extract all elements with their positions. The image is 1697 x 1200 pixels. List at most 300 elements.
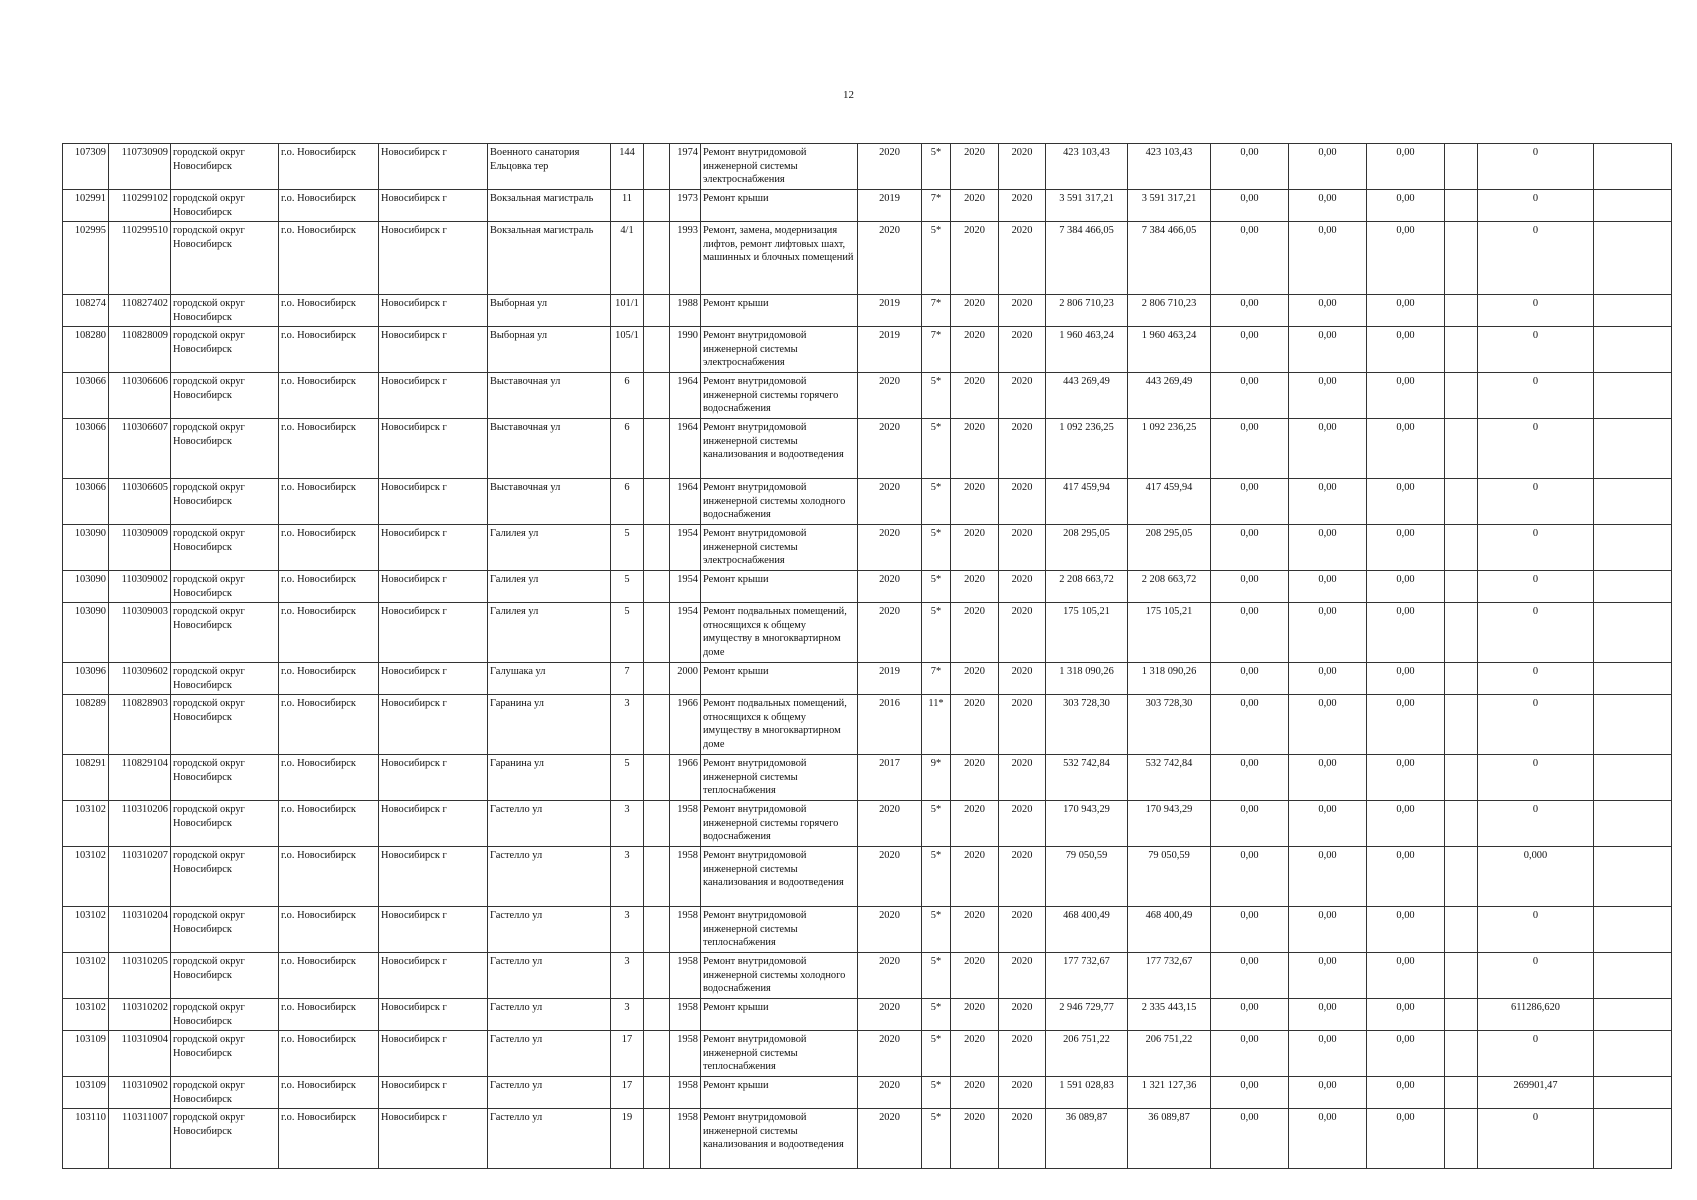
year-b-cell: 2020 xyxy=(999,222,1046,295)
cost-fund-cell: 36 089,87 xyxy=(1128,1109,1211,1169)
street-cell: Гастелло ул xyxy=(488,1031,611,1077)
year-b-cell: 2020 xyxy=(999,295,1046,327)
street-cell: Гастелло ул xyxy=(488,847,611,907)
house-number-cell: 3 xyxy=(611,695,644,755)
city-cell: Новосибирск г xyxy=(379,1031,488,1077)
value-1-cell: 0,00 xyxy=(1211,295,1289,327)
period-cell: 5* xyxy=(922,419,951,479)
period-cell: 5* xyxy=(922,847,951,907)
value-1-cell: 0,00 xyxy=(1211,847,1289,907)
year-built-cell: 1964 xyxy=(670,373,701,419)
year-b-cell: 2020 xyxy=(999,571,1046,603)
municipality-cell: г.о. Новосибирск xyxy=(279,1031,379,1077)
municipality-cell: г.о. Новосибирск xyxy=(279,1109,379,1169)
plan-year-cell: 2020 xyxy=(858,1109,922,1169)
value-3-cell: 0,00 xyxy=(1367,999,1445,1031)
value-6-cell xyxy=(1594,144,1672,190)
year-b-cell: 2020 xyxy=(999,144,1046,190)
street-cell: Выставочная ул xyxy=(488,373,611,419)
row-id-cell: 103109 xyxy=(63,1077,109,1109)
city-cell: Новосибирск г xyxy=(379,222,488,295)
value-3-cell: 0,00 xyxy=(1367,479,1445,525)
period-cell: 5* xyxy=(922,144,951,190)
city-cell: Новосибирск г xyxy=(379,373,488,419)
year-a-cell: 2020 xyxy=(951,999,999,1031)
value-3-cell: 0,00 xyxy=(1367,373,1445,419)
plan-year-cell: 2020 xyxy=(858,801,922,847)
year-a-cell: 2020 xyxy=(951,1077,999,1109)
value-2-cell: 0,00 xyxy=(1289,479,1367,525)
year-b-cell: 2020 xyxy=(999,1031,1046,1077)
code-cell: 110299102 xyxy=(109,190,171,222)
street-cell: Гастелло ул xyxy=(488,801,611,847)
value-4-cell xyxy=(1445,327,1478,373)
year-a-cell: 2020 xyxy=(951,695,999,755)
plan-year-cell: 2020 xyxy=(858,1077,922,1109)
row-id-cell: 103110 xyxy=(63,1109,109,1169)
value-6-cell xyxy=(1594,663,1672,695)
year-a-cell: 2020 xyxy=(951,190,999,222)
value-6-cell xyxy=(1594,479,1672,525)
year-built-cell: 1954 xyxy=(670,571,701,603)
value-5-cell: 269901,47 xyxy=(1478,1077,1594,1109)
value-1-cell: 0,00 xyxy=(1211,373,1289,419)
period-cell: 5* xyxy=(922,999,951,1031)
municipality-cell: г.о. Новосибирск xyxy=(279,907,379,953)
cost-total-cell: 303 728,30 xyxy=(1046,695,1128,755)
plan-year-cell: 2019 xyxy=(858,190,922,222)
year-b-cell: 2020 xyxy=(999,1077,1046,1109)
value-2-cell: 0,00 xyxy=(1289,695,1367,755)
value-4-cell xyxy=(1445,190,1478,222)
value-1-cell: 0,00 xyxy=(1211,663,1289,695)
work-type-cell: Ремонт внутридомовой инженерной системы электроснабжения xyxy=(701,144,858,190)
cost-total-cell: 532 742,84 xyxy=(1046,755,1128,801)
code-cell: 110310206 xyxy=(109,801,171,847)
cost-total-cell: 79 050,59 xyxy=(1046,847,1128,907)
cost-total-cell: 36 089,87 xyxy=(1046,1109,1128,1169)
cost-fund-cell: 468 400,49 xyxy=(1128,907,1211,953)
period-cell: 5* xyxy=(922,525,951,571)
city-cell: Новосибирск г xyxy=(379,327,488,373)
city-cell: Новосибирск г xyxy=(379,1109,488,1169)
district-cell: городской округ Новосибирск xyxy=(171,907,279,953)
year-b-cell: 2020 xyxy=(999,373,1046,419)
year-a-cell: 2020 xyxy=(951,327,999,373)
municipality-cell: г.о. Новосибирск xyxy=(279,999,379,1031)
cost-total-cell: 468 400,49 xyxy=(1046,907,1128,953)
code-cell: 110299510 xyxy=(109,222,171,295)
street-cell: Гастелло ул xyxy=(488,907,611,953)
value-4-cell xyxy=(1445,222,1478,295)
municipality-cell: г.о. Новосибирск xyxy=(279,525,379,571)
work-type-cell: Ремонт внутридомовой инженерной системы горячего водоснабжения xyxy=(701,373,858,419)
value-5-cell: 0 xyxy=(1478,1109,1594,1169)
year-a-cell: 2020 xyxy=(951,419,999,479)
municipality-cell: г.о. Новосибирск xyxy=(279,144,379,190)
value-4-cell xyxy=(1445,999,1478,1031)
value-2-cell: 0,00 xyxy=(1289,190,1367,222)
value-6-cell xyxy=(1594,907,1672,953)
year-built-cell: 1954 xyxy=(670,525,701,571)
municipality-cell: г.о. Новосибирск xyxy=(279,1077,379,1109)
work-type-cell: Ремонт крыши xyxy=(701,663,858,695)
capital-repair-table xyxy=(62,143,1672,1169)
year-built-cell: 1958 xyxy=(670,953,701,999)
table-row xyxy=(63,525,1672,571)
district-cell: городской округ Новосибирск xyxy=(171,603,279,663)
cost-fund-cell: 79 050,59 xyxy=(1128,847,1211,907)
district-cell: городской округ Новосибирск xyxy=(171,801,279,847)
year-a-cell: 2020 xyxy=(951,1109,999,1169)
cost-total-cell: 1 960 463,24 xyxy=(1046,327,1128,373)
value-4-cell xyxy=(1445,525,1478,571)
row-id-cell: 108291 xyxy=(63,755,109,801)
district-cell: городской округ Новосибирск xyxy=(171,479,279,525)
value-1-cell: 0,00 xyxy=(1211,1077,1289,1109)
table-row xyxy=(63,801,1672,847)
value-1-cell: 0,00 xyxy=(1211,695,1289,755)
city-cell: Новосибирск г xyxy=(379,801,488,847)
street-cell: Гаранина ул xyxy=(488,755,611,801)
letter-cell xyxy=(644,222,670,295)
row-id-cell: 103102 xyxy=(63,953,109,999)
period-cell: 5* xyxy=(922,953,951,999)
value-3-cell: 0,00 xyxy=(1367,847,1445,907)
table-row xyxy=(63,1031,1672,1077)
row-id-cell: 103096 xyxy=(63,663,109,695)
value-5-cell: 0 xyxy=(1478,907,1594,953)
code-cell: 110730909 xyxy=(109,144,171,190)
code-cell: 110310202 xyxy=(109,999,171,1031)
value-4-cell xyxy=(1445,373,1478,419)
value-4-cell xyxy=(1445,295,1478,327)
street-cell: Галилея ул xyxy=(488,571,611,603)
row-id-cell: 108280 xyxy=(63,327,109,373)
value-5-cell: 0 xyxy=(1478,663,1594,695)
value-2-cell: 0,00 xyxy=(1289,663,1367,695)
value-6-cell xyxy=(1594,525,1672,571)
district-cell: городской округ Новосибирск xyxy=(171,695,279,755)
plan-year-cell: 2016 xyxy=(858,695,922,755)
work-type-cell: Ремонт внутридомовой инженерной системы холодного водоснабжения xyxy=(701,953,858,999)
municipality-cell: г.о. Новосибирск xyxy=(279,222,379,295)
value-2-cell: 0,00 xyxy=(1289,295,1367,327)
work-type-cell: Ремонт внутридомовой инженерной системы канализования и водоотведения xyxy=(701,419,858,479)
street-cell: Вокзальная магистраль xyxy=(488,190,611,222)
table-row xyxy=(63,419,1672,479)
cost-fund-cell: 1 092 236,25 xyxy=(1128,419,1211,479)
value-6-cell xyxy=(1594,847,1672,907)
house-number-cell: 3 xyxy=(611,801,644,847)
value-4-cell xyxy=(1445,419,1478,479)
year-built-cell: 1958 xyxy=(670,1031,701,1077)
street-cell: Выборная ул xyxy=(488,327,611,373)
row-id-cell: 103066 xyxy=(63,373,109,419)
cost-total-cell: 1 591 028,83 xyxy=(1046,1077,1128,1109)
year-a-cell: 2020 xyxy=(951,755,999,801)
table-row xyxy=(63,222,1672,295)
value-3-cell: 0,00 xyxy=(1367,144,1445,190)
value-6-cell xyxy=(1594,695,1672,755)
value-6-cell xyxy=(1594,801,1672,847)
code-cell: 110311007 xyxy=(109,1109,171,1169)
cost-fund-cell: 177 732,67 xyxy=(1128,953,1211,999)
letter-cell xyxy=(644,525,670,571)
cost-fund-cell: 7 384 466,05 xyxy=(1128,222,1211,295)
cost-total-cell: 2 946 729,77 xyxy=(1046,999,1128,1031)
plan-year-cell: 2020 xyxy=(858,1031,922,1077)
row-id-cell: 108289 xyxy=(63,695,109,755)
year-a-cell: 2020 xyxy=(951,907,999,953)
district-cell: городской округ Новосибирск xyxy=(171,190,279,222)
cost-total-cell: 2 208 663,72 xyxy=(1046,571,1128,603)
row-id-cell: 103102 xyxy=(63,907,109,953)
value-2-cell: 0,00 xyxy=(1289,222,1367,295)
value-1-cell: 0,00 xyxy=(1211,603,1289,663)
value-2-cell: 0,00 xyxy=(1289,907,1367,953)
cost-total-cell: 177 732,67 xyxy=(1046,953,1128,999)
value-5-cell: 0 xyxy=(1478,1031,1594,1077)
house-number-cell: 3 xyxy=(611,999,644,1031)
house-number-cell: 105/1 xyxy=(611,327,644,373)
year-built-cell: 2000 xyxy=(670,663,701,695)
year-built-cell: 1958 xyxy=(670,907,701,953)
municipality-cell: г.о. Новосибирск xyxy=(279,801,379,847)
value-6-cell xyxy=(1594,603,1672,663)
district-cell: городской округ Новосибирск xyxy=(171,1109,279,1169)
letter-cell xyxy=(644,801,670,847)
street-cell: Выставочная ул xyxy=(488,479,611,525)
municipality-cell: г.о. Новосибирск xyxy=(279,847,379,907)
city-cell: Новосибирск г xyxy=(379,907,488,953)
period-cell: 11* xyxy=(922,695,951,755)
value-3-cell: 0,00 xyxy=(1367,603,1445,663)
district-cell: городской округ Новосибирск xyxy=(171,847,279,907)
year-b-cell: 2020 xyxy=(999,755,1046,801)
value-2-cell: 0,00 xyxy=(1289,1077,1367,1109)
value-5-cell: 611286,620 xyxy=(1478,999,1594,1031)
plan-year-cell: 2020 xyxy=(858,953,922,999)
value-1-cell: 0,00 xyxy=(1211,953,1289,999)
year-a-cell: 2020 xyxy=(951,847,999,907)
cost-fund-cell: 206 751,22 xyxy=(1128,1031,1211,1077)
plan-year-cell: 2020 xyxy=(858,847,922,907)
city-cell: Новосибирск г xyxy=(379,190,488,222)
district-cell: городской округ Новосибирск xyxy=(171,1077,279,1109)
value-4-cell xyxy=(1445,695,1478,755)
value-6-cell xyxy=(1594,571,1672,603)
year-built-cell: 1990 xyxy=(670,327,701,373)
plan-year-cell: 2020 xyxy=(858,144,922,190)
year-b-cell: 2020 xyxy=(999,907,1046,953)
value-4-cell xyxy=(1445,907,1478,953)
value-5-cell: 0 xyxy=(1478,571,1594,603)
period-cell: 7* xyxy=(922,327,951,373)
year-b-cell: 2020 xyxy=(999,1109,1046,1169)
year-a-cell: 2020 xyxy=(951,373,999,419)
value-6-cell xyxy=(1594,755,1672,801)
value-3-cell: 0,00 xyxy=(1367,295,1445,327)
value-3-cell: 0,00 xyxy=(1367,663,1445,695)
value-2-cell: 0,00 xyxy=(1289,373,1367,419)
value-4-cell xyxy=(1445,953,1478,999)
district-cell: городской округ Новосибирск xyxy=(171,327,279,373)
municipality-cell: г.о. Новосибирск xyxy=(279,373,379,419)
value-5-cell: 0 xyxy=(1478,327,1594,373)
house-number-cell: 6 xyxy=(611,373,644,419)
table-row xyxy=(63,1077,1672,1109)
street-cell: Выставочная ул xyxy=(488,419,611,479)
value-2-cell: 0,00 xyxy=(1289,144,1367,190)
municipality-cell: г.о. Новосибирск xyxy=(279,663,379,695)
year-b-cell: 2020 xyxy=(999,999,1046,1031)
value-5-cell: 0 xyxy=(1478,222,1594,295)
work-type-cell: Ремонт крыши xyxy=(701,999,858,1031)
work-type-cell: Ремонт подвальных помещений, относящихся к общему имуществу в многоквартирном доме xyxy=(701,695,858,755)
year-built-cell: 1966 xyxy=(670,755,701,801)
cost-fund-cell: 417 459,94 xyxy=(1128,479,1211,525)
city-cell: Новосибирск г xyxy=(379,479,488,525)
table-row xyxy=(63,571,1672,603)
period-cell: 5* xyxy=(922,373,951,419)
row-id-cell: 103102 xyxy=(63,999,109,1031)
value-6-cell xyxy=(1594,419,1672,479)
year-b-cell: 2020 xyxy=(999,419,1046,479)
year-built-cell: 1964 xyxy=(670,419,701,479)
code-cell: 110306607 xyxy=(109,419,171,479)
value-6-cell xyxy=(1594,327,1672,373)
year-a-cell: 2020 xyxy=(951,222,999,295)
plan-year-cell: 2019 xyxy=(858,327,922,373)
value-6-cell xyxy=(1594,295,1672,327)
value-6-cell xyxy=(1594,373,1672,419)
year-a-cell: 2020 xyxy=(951,295,999,327)
code-cell: 110306605 xyxy=(109,479,171,525)
city-cell: Новосибирск г xyxy=(379,695,488,755)
period-cell: 5* xyxy=(922,603,951,663)
city-cell: Новосибирск г xyxy=(379,1077,488,1109)
house-number-cell: 4/1 xyxy=(611,222,644,295)
value-1-cell: 0,00 xyxy=(1211,571,1289,603)
cost-fund-cell: 175 105,21 xyxy=(1128,603,1211,663)
value-5-cell: 0 xyxy=(1478,373,1594,419)
plan-year-cell: 2019 xyxy=(858,663,922,695)
value-1-cell: 0,00 xyxy=(1211,999,1289,1031)
municipality-cell: г.о. Новосибирск xyxy=(279,695,379,755)
letter-cell xyxy=(644,663,670,695)
period-cell: 5* xyxy=(922,479,951,525)
value-3-cell: 0,00 xyxy=(1367,801,1445,847)
table-row xyxy=(63,953,1672,999)
letter-cell xyxy=(644,1109,670,1169)
code-cell: 110309009 xyxy=(109,525,171,571)
work-type-cell: Ремонт подвальных помещений, относящихся к общему имуществу в многоквартирном доме xyxy=(701,603,858,663)
code-cell: 110310902 xyxy=(109,1077,171,1109)
value-4-cell xyxy=(1445,603,1478,663)
value-1-cell: 0,00 xyxy=(1211,1109,1289,1169)
year-built-cell: 1993 xyxy=(670,222,701,295)
work-type-cell: Ремонт крыши xyxy=(701,1077,858,1109)
code-cell: 110829104 xyxy=(109,755,171,801)
value-5-cell: 0 xyxy=(1478,295,1594,327)
district-cell: городской округ Новосибирск xyxy=(171,1031,279,1077)
value-2-cell: 0,00 xyxy=(1289,603,1367,663)
house-number-cell: 17 xyxy=(611,1031,644,1077)
year-b-cell: 2020 xyxy=(999,190,1046,222)
value-2-cell: 0,00 xyxy=(1289,525,1367,571)
cost-fund-cell: 2 335 443,15 xyxy=(1128,999,1211,1031)
letter-cell xyxy=(644,419,670,479)
plan-year-cell: 2020 xyxy=(858,999,922,1031)
work-type-cell: Ремонт внутридомовой инженерной системы электроснабжения xyxy=(701,525,858,571)
value-3-cell: 0,00 xyxy=(1367,222,1445,295)
code-cell: 110310904 xyxy=(109,1031,171,1077)
work-type-cell: Ремонт крыши xyxy=(701,190,858,222)
value-6-cell xyxy=(1594,1031,1672,1077)
year-b-cell: 2020 xyxy=(999,847,1046,907)
table-row xyxy=(63,327,1672,373)
plan-year-cell: 2020 xyxy=(858,373,922,419)
year-b-cell: 2020 xyxy=(999,663,1046,695)
year-b-cell: 2020 xyxy=(999,695,1046,755)
year-built-cell: 1958 xyxy=(670,999,701,1031)
value-2-cell: 0,00 xyxy=(1289,999,1367,1031)
district-cell: городской округ Новосибирск xyxy=(171,419,279,479)
letter-cell xyxy=(644,999,670,1031)
house-number-cell: 3 xyxy=(611,907,644,953)
city-cell: Новосибирск г xyxy=(379,847,488,907)
work-type-cell: Ремонт крыши xyxy=(701,295,858,327)
year-a-cell: 2020 xyxy=(951,571,999,603)
value-1-cell: 0,00 xyxy=(1211,419,1289,479)
house-number-cell: 3 xyxy=(611,847,644,907)
letter-cell xyxy=(644,295,670,327)
cost-fund-cell: 3 591 317,21 xyxy=(1128,190,1211,222)
letter-cell xyxy=(644,603,670,663)
value-3-cell: 0,00 xyxy=(1367,1031,1445,1077)
cost-total-cell: 1 318 090,26 xyxy=(1046,663,1128,695)
code-cell: 110306606 xyxy=(109,373,171,419)
value-3-cell: 0,00 xyxy=(1367,755,1445,801)
city-cell: Новосибирск г xyxy=(379,999,488,1031)
page-number: 12 xyxy=(843,89,854,101)
plan-year-cell: 2020 xyxy=(858,525,922,571)
cost-total-cell: 423 103,43 xyxy=(1046,144,1128,190)
value-3-cell: 0,00 xyxy=(1367,907,1445,953)
cost-fund-cell: 443 269,49 xyxy=(1128,373,1211,419)
street-cell: Галилея ул xyxy=(488,603,611,663)
cost-fund-cell: 423 103,43 xyxy=(1128,144,1211,190)
work-type-cell: Ремонт внутридомовой инженерной системы канализования и водоотведения xyxy=(701,847,858,907)
municipality-cell: г.о. Новосибирск xyxy=(279,571,379,603)
value-4-cell xyxy=(1445,801,1478,847)
year-a-cell: 2020 xyxy=(951,603,999,663)
municipality-cell: г.о. Новосибирск xyxy=(279,419,379,479)
row-id-cell: 103090 xyxy=(63,571,109,603)
work-type-cell: Ремонт внутридомовой инженерной системы холодного водоснабжения xyxy=(701,479,858,525)
row-id-cell: 103102 xyxy=(63,801,109,847)
code-cell: 110310207 xyxy=(109,847,171,907)
year-built-cell: 1988 xyxy=(670,295,701,327)
cost-fund-cell: 532 742,84 xyxy=(1128,755,1211,801)
year-built-cell: 1964 xyxy=(670,479,701,525)
row-id-cell: 103066 xyxy=(63,419,109,479)
year-b-cell: 2020 xyxy=(999,603,1046,663)
period-cell: 7* xyxy=(922,663,951,695)
value-5-cell: 0 xyxy=(1478,695,1594,755)
street-cell: Гастелло ул xyxy=(488,953,611,999)
